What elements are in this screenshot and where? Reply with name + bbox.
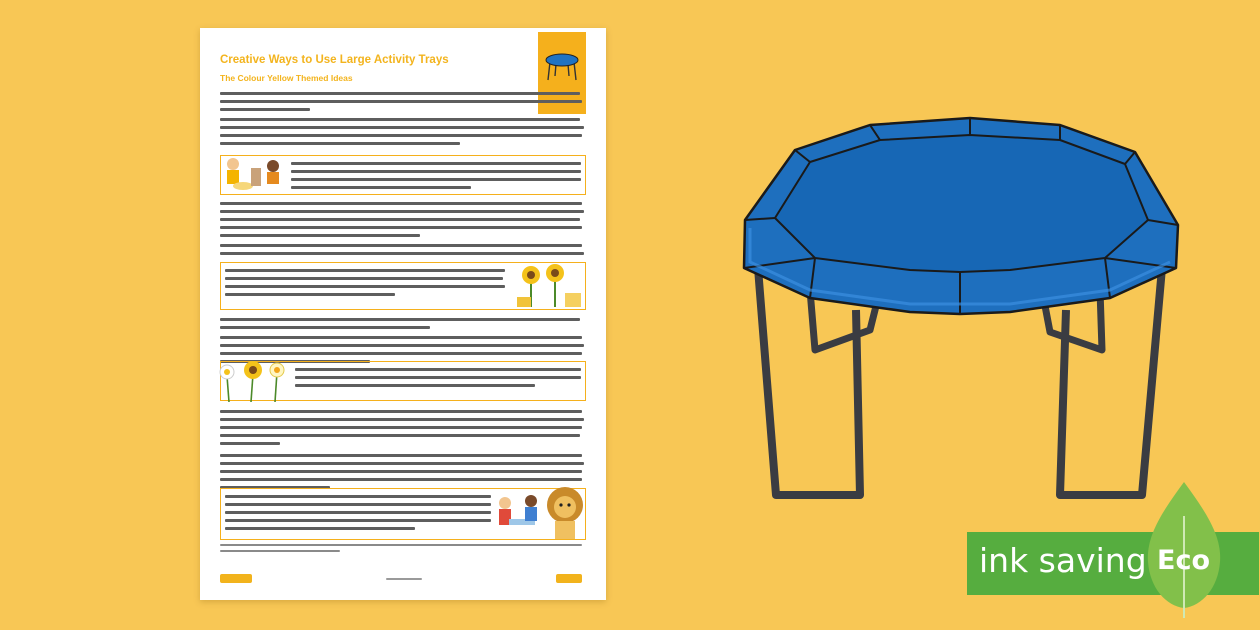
publisher-logo-left bbox=[220, 574, 252, 583]
worksheet-subtitle: The Colour Yellow Themed Ideas bbox=[220, 73, 353, 83]
section-2-box bbox=[220, 155, 586, 195]
ink-saving-label: ink saving bbox=[979, 541, 1147, 580]
activity-tray-illustration bbox=[730, 100, 1190, 520]
sunflowers-picture bbox=[509, 261, 587, 311]
eco-label: Eco bbox=[1157, 545, 1210, 576]
section-8-box bbox=[220, 488, 586, 540]
section-1 bbox=[220, 88, 586, 150]
children-beach-picture bbox=[219, 154, 287, 194]
section-6-box bbox=[220, 361, 586, 401]
children-lion-picture bbox=[491, 483, 587, 541]
tray-icon bbox=[544, 50, 580, 82]
daffodils-picture bbox=[215, 358, 291, 404]
worksheet-preview bbox=[200, 28, 606, 600]
section-3 bbox=[220, 198, 586, 260]
worksheet-title: Creative Ways to Use Large Activity Trays bbox=[220, 54, 449, 66]
publisher-logo-right bbox=[556, 574, 582, 583]
section-4-box bbox=[220, 262, 586, 310]
